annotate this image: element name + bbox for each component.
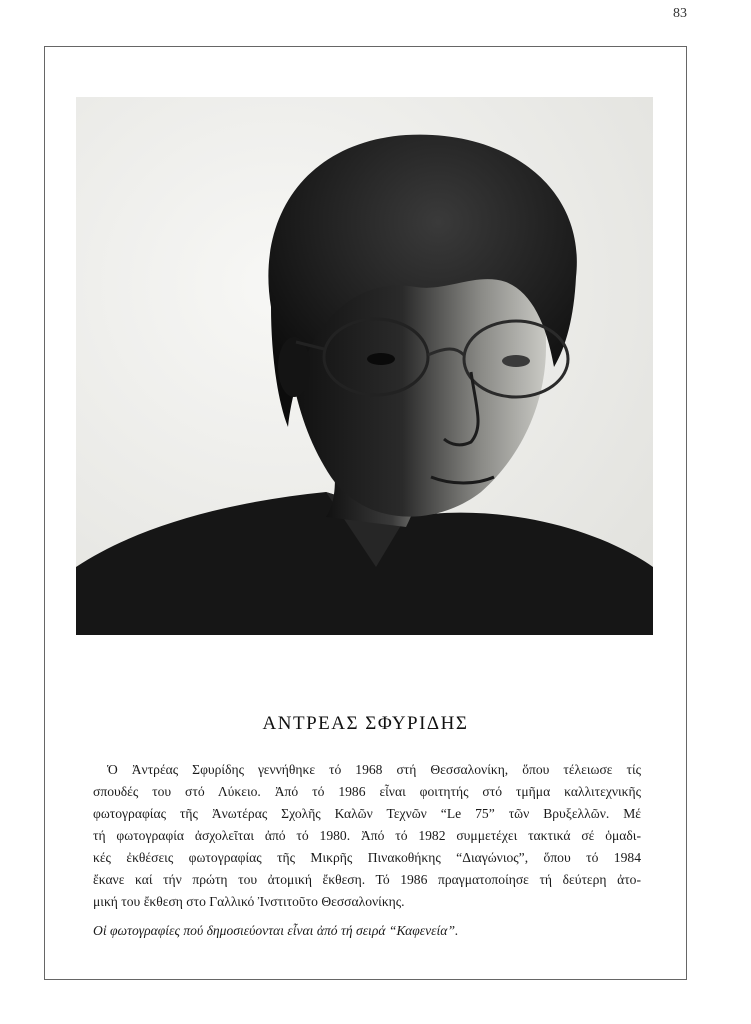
bio-line: σπουδές του στό Λύκειο. Ἀπό τό 1986 εἶναι φοιτητής στό τμῆμα καλλιτεχνικῆς — [93, 784, 641, 799]
bio-line: τή φωτογραφία ἀσχολεῖται ἀπό τό 1980. Ἀπό τό 1982 συμμετέχει τακτικά σέ ὁμαδι- — [93, 828, 641, 843]
biography-paragraph — [93, 759, 641, 913]
bio-line: μική του ἔκθεση στο Γαλλικό Ἰνστιτοῦτο Θεσσαλονίκης. — [93, 894, 405, 909]
bio-line: ἔκανε καί τήν πρώτη του ἀτομική ἔκθεση. Τό 1986 πραγματοποίησε τή δεύτερη ἀτο- — [93, 872, 641, 887]
bio-line: κές ἐκθέσεις φωτογραφίας τῆς Μικρῆς Πινακοθήκης “Διαγώνιος”, ὅπου τό 1984 — [93, 850, 641, 865]
page-frame — [44, 46, 687, 980]
photo-series-note: Οἱ φωτογραφίες πού δημοσιεύονται εἶναι ἀπό τή σειρά “Καφενεία”. — [93, 923, 459, 938]
bio-line: φωτογραφίας τῆς Ἀνωτέρας Σχολῆς Καλῶν Τεχνῶν “Le 75” τῶν Βρυξελλῶν. Μέ — [93, 806, 641, 821]
portrait-illustration — [76, 97, 653, 635]
person-name-heading: ΑΝΤΡΕΑΣ ΣΦΥΡΙΔΗΣ — [262, 713, 469, 734]
portrait-photo — [76, 97, 653, 635]
bio-line: Ὁ Ἀντρέας Σφυρίδης γεννήθηκε τό 1968 στή Θεσσαλονίκη, ὅπου τέλειωσε τίς — [107, 762, 641, 777]
page-number: 83 — [673, 6, 687, 21]
